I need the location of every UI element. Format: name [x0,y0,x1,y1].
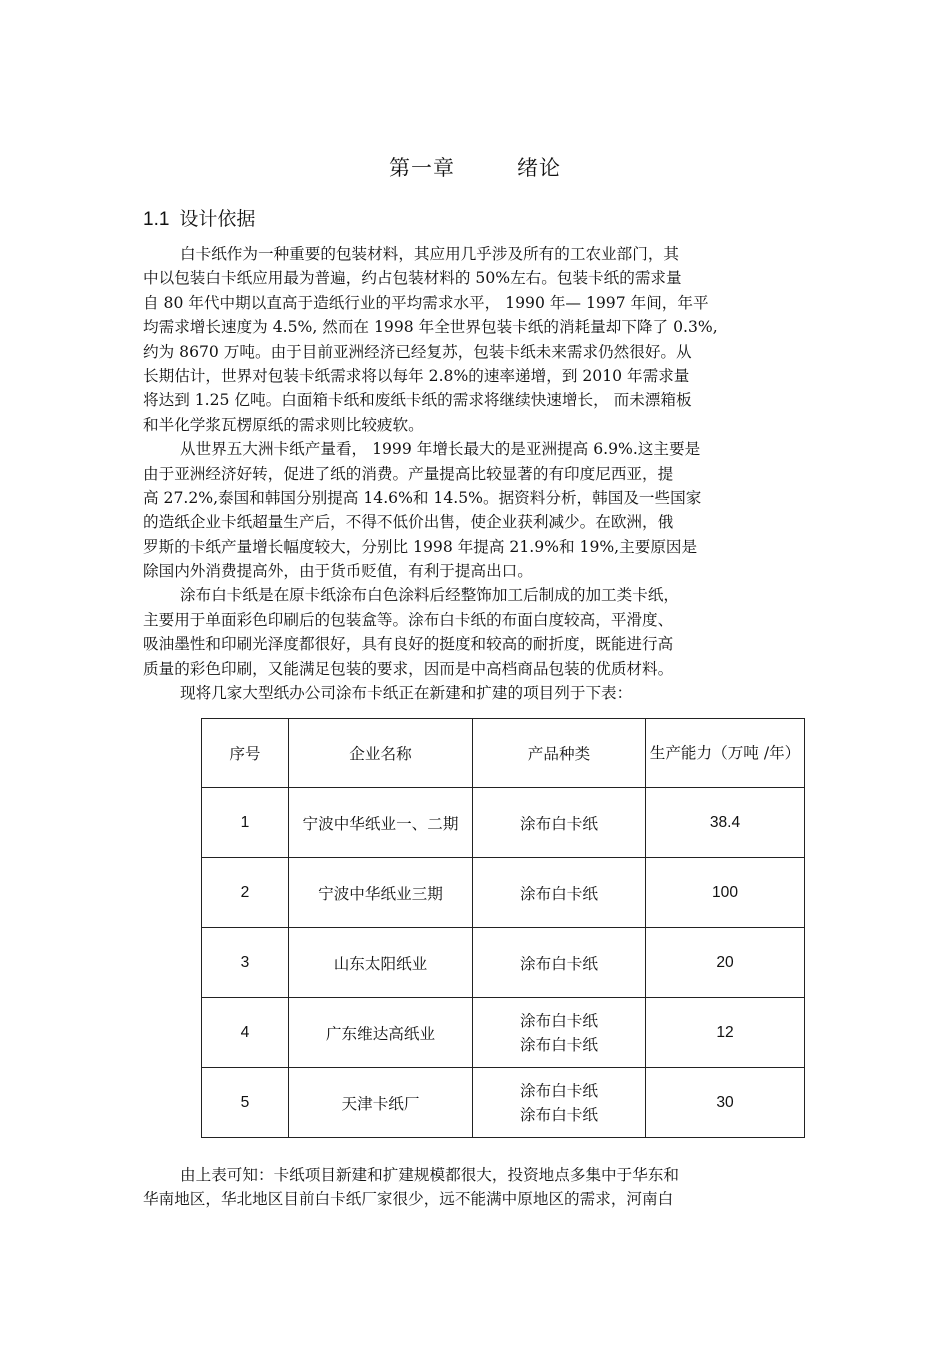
chapter-number: 第一章 [389,156,455,180]
section-title: 设计依据 [179,208,256,230]
text-line: 中以包装白卡纸应用最为普遍，约占包装材料的 50%左右。包装卡纸的需求量 [143,269,682,288]
cell-no: 1 [202,788,289,858]
text-line: 由上表可知：卡纸项目新建和扩建规模都很大，投资地点多集中于华东和 [180,1166,680,1184]
text-line: 现将几家大型纸办公司涂布卡纸正在新建和扩建的项目列于下表： [180,684,633,703]
cell-company: 山东太阳纸业 [289,928,473,998]
product-line: 涂布白卡纸 [520,1011,598,1030]
cell-product [473,998,646,1068]
header-company: 企业名称 [289,719,473,788]
text-line: 高 27.2%,泰国和韩国分别提高 14.6%和 14.5%。据资料分析，韩国及一些国家 [143,488,702,507]
cell-no: 5 [202,1068,289,1138]
cell-no: 2 [202,858,289,928]
cell-company: 广东维达高纸业 [289,998,473,1068]
body-text-closing [143,1163,808,1212]
section-heading [143,204,255,231]
text-line: 的造纸企业卡纸超量生产后，不得不低价出售，使企业获利减少。在欧洲，俄 [143,513,674,532]
text-line: 从世界五大洲卡纸产量看， 1999 年增长最大的是亚洲提高 6.9%.这主要是 [180,440,701,459]
cell-product: 涂布白卡纸 [473,788,646,858]
cell-capacity: 30 [646,1068,805,1138]
cell-capacity: 100 [646,858,805,928]
table-row [202,998,805,1068]
text-line: 约为 8670 万吨。由于目前亚洲经济已经复苏，包装卡纸未来需求仍然很好。从 [143,342,692,361]
text-line: 均需求增长速度为 4.5%, 然而在 1998 年全世界包装卡纸的消耗量却下降了 0.3%, [143,318,718,337]
table-row [202,928,805,998]
table-header-row [202,719,805,788]
table-row [202,788,805,858]
text-line: 主要用于单面彩色印刷后的包装盒等。涂布白卡纸的布面白度较高，平滑度、 [143,610,674,629]
text-line: 吸油墨性和印刷光泽度都很好，具有良好的挺度和较高的耐折度，既能进行高 [143,635,674,654]
table-row [202,1068,805,1138]
project-table [201,718,805,1138]
text-line: 质量的彩色印刷，又能满足包装的要求，因而是中高档商品包装的优质材料。 [143,659,674,678]
text-line: 将达到 1.25 亿吨。白面箱卡纸和废纸卡纸的需求将继续快速增长， 而未漂箱板 [143,391,692,410]
header-no: 序号 [202,719,289,788]
text-line: 由于亚洲经济好转，促进了纸的消费。产量提高比较显著的有印度尼西亚，提 [143,464,674,483]
product-line: 涂布白卡纸 [520,1105,598,1124]
text-line: 除国内外消费提高外，由于货币贬值，有利于提高出口。 [143,562,533,581]
header-product: 产品种类 [473,719,646,788]
text-line: 长期估计，世界对包装卡纸需求将以每年 2.8%的速率递增，到 2010 年需求量 [143,366,690,385]
product-line: 涂布白卡纸 [520,1081,598,1100]
cell-capacity: 38.4 [646,788,805,858]
chapter-name: 绪论 [517,156,561,180]
text-line: 涂布白卡纸是在原卡纸涂布白色涂料后经整饰加工后制成的加工类卡纸， [180,586,680,605]
text-line: 罗斯的卡纸产量增长幅度较大，分别比 1998 年提高 21.9%和 19%,主要原因是 [143,537,698,556]
cell-capacity: 12 [646,998,805,1068]
body-text [143,242,808,705]
text-line: 自 80 年代中期以直高于造纸行业的平均需求水平， 1990 年— 1997 年间，年平 [143,293,709,312]
product-line: 涂布白卡纸 [520,1035,598,1054]
cell-company: 宁波中华纸业一、二期 [289,788,473,858]
cell-no: 4 [202,998,289,1068]
cell-product: 涂布白卡纸 [473,928,646,998]
cell-product [473,1068,646,1138]
cell-company: 天津卡纸厂 [289,1068,473,1138]
chapter-title [0,152,950,182]
text-line: 和半化学浆瓦楞原纸的需求则比较疲软。 [143,415,424,434]
cell-no: 3 [202,928,289,998]
text-line: 白卡纸作为一种重要的包装材料，其应用几乎涉及所有的工农业部门，其 [180,245,680,263]
cell-product: 涂布白卡纸 [473,858,646,928]
section-number: 1.1 [143,209,170,230]
cell-capacity: 20 [646,928,805,998]
text-line: 华南地区，华北地区目前白卡纸厂家很少，远不能满中原地区的需求，河南白 [143,1190,674,1209]
table-row [202,858,805,928]
header-capacity: 生产能力（万吨 /年） [646,719,805,788]
cell-company: 宁波中华纸业三期 [289,858,473,928]
